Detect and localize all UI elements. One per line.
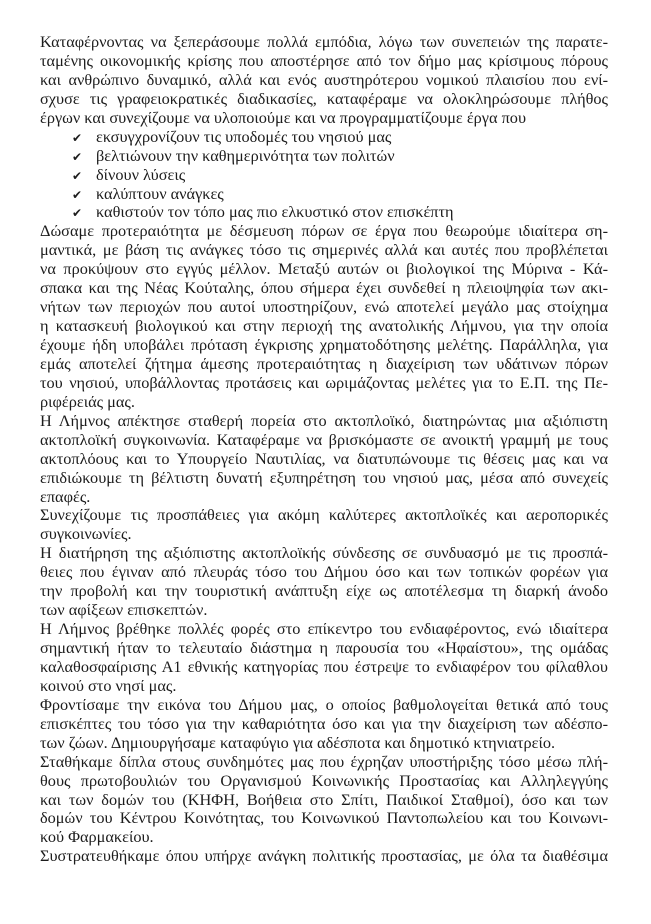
paragraph-civil-protection xyxy=(40,847,608,866)
text-line: Καταφέρνοντας να ξεπεράσουμε πολλά εμπόδια, λόγω των συνεπειών της παρατε- xyxy=(40,32,608,51)
text-line: Σταθήκαμε δίπλα στους συνδημότες μας που έχρηζαν υποστήριξης τόσο μέσω πλή- xyxy=(40,751,608,771)
text-line: Η διατήρηση της αξιόπιστης ακτοπλοϊκής σύνδεσης σε συνδυασμό με τις προσπά- xyxy=(40,543,608,563)
checklist xyxy=(40,128,608,223)
checkmark-icon: ✔ xyxy=(72,168,83,183)
text-line: Η Λήμνος απέκτησε σταθερή πορεία στο ακτοπλοϊκό, διατηρώντας μια αξιόπιστη xyxy=(40,410,608,430)
text-line: και ανθρώπινο δυναμικό, αλλά και ενός αυστηρότερου νομικού πλαισίου που ενί- xyxy=(40,69,608,89)
text-line: νήτων των περιοχών που αυτοί υποστηρίζουν, ενώ αποτελεί μεγάλο μας στοίχημα xyxy=(40,297,608,317)
checklist-item xyxy=(40,147,608,166)
checklist-item-text: καθιστούν τον τόπο μας πιο ελκυστικό στον επισκέπτη xyxy=(96,202,454,222)
text-line: θους πρωτοβουλιών του Οργανισμού Κοινωνικής Προστασίας και Αλληλεγγύης xyxy=(40,770,608,790)
text-line: των ζώων. Δημιουργήσαμε καταφύγιο για αδέσποτα και δημοτικό κτηνιατρείο. xyxy=(40,732,556,752)
text-line: θειες που έγιναν από πλευράς τόσο του Δήμου όσο και των τοπικών φορέων για xyxy=(40,562,608,582)
text-line: Δώσαμε προτεραιότητα με δέσμευση πόρων σε έργα που θεωρούμε ιδιαίτερα ση- xyxy=(40,221,608,241)
text-line: έργων και συνεχίζουμε να υλοποιούμε και να προγραμματίζουμε έργα που xyxy=(40,107,527,127)
paragraph-basketball xyxy=(40,620,608,696)
paragraph-municipality-image xyxy=(40,696,608,753)
text-line: δομών του Κέντρου Κοινότητας, του Κοινωνικού Παντοπωλείου και του Κοινωνι- xyxy=(40,808,608,828)
paragraph-ferry xyxy=(40,412,608,507)
checklist-item xyxy=(40,166,608,185)
text-line: ακτοπλόους και το Υπουργείο Ναυτιλίας, να διατυπώνουμε τις θέσεις μας και να xyxy=(40,448,608,468)
text-line: η κατασκευή βιολογικού και στην περιοχή της ανατολικής Λήμνου, για την οποία xyxy=(40,316,608,336)
checklist-item-text: εκσυγχρονίζουν τις υποδομές του νησιού μας xyxy=(96,126,392,146)
checklist-item-text: βελτιώνουν την καθημερινότητα των πολιτών xyxy=(96,145,395,165)
text-line: σπακα και της Νέας Κούταλης, όπου σήμερα έχει συνδεθεί η πλειοψηφία των ακι- xyxy=(40,278,608,298)
text-line: έχουμε ήδη υποβάλει πρόταση έγκρισης χρηματοδότησης μελέτης. Παράλληλα, για xyxy=(40,335,608,354)
paragraph-connections xyxy=(40,506,608,544)
checklist-item xyxy=(40,128,608,147)
paragraph-priority-projects xyxy=(40,222,608,411)
text-line: κού Φαρμακείου. xyxy=(40,827,154,847)
text-line: Φροντίσαμε την εικόνα του Δήμου μας, ο οποίος βαθμολογείται θετικά από τους xyxy=(40,694,608,714)
text-line: ριφέρειάς μας. xyxy=(40,391,135,411)
text-line: Συστρατευθήκαμε όπου υπήρχε ανάγκη πολιτικής προστασίας, με όλα τα διαθέσιμα xyxy=(40,846,608,866)
text-line: σχυσε τις γραφειοκρατικές διαδικασίες, καταφέραμε να ολοκληρώσουμε πλήθος xyxy=(40,88,608,108)
text-line: επισκέπτες του τόσο για την καθαριότητα όσο και για την διαχείριση των αδέσπο- xyxy=(40,713,608,733)
document-page xyxy=(40,33,608,866)
checkmark-icon: ✔ xyxy=(72,206,83,221)
text-line: την προβολή και την τουριστική ανάπτυξη είχε ως αποτέλεσμα τη διαρκή άνοδο xyxy=(40,581,608,601)
text-line: μαντικά, με βάση τις ανάγκες τόσο τις σημερινές αλλά και αυτές που προβλέπεται xyxy=(40,240,608,260)
text-line: Συνεχίζουμε τις προσπάθειες για ακόμη καλύτερες ακτοπλοϊκές και αεροπορικές xyxy=(40,505,608,525)
text-line: ταμένης οικονομικής κρίσης που αποστέρησε από τον δήμο μας κρίσιμους πόρους xyxy=(40,50,608,70)
checkmark-icon: ✔ xyxy=(72,149,83,164)
text-line: συγκοινωνίες. xyxy=(40,524,132,544)
paragraph-social-support xyxy=(40,753,608,848)
paragraph-tourism xyxy=(40,544,608,620)
text-line: σημαντική ήταν το τελευταίο διάστημα η παρουσία του «Ηφαίστου», της ομάδας xyxy=(40,638,608,657)
text-line: εμάς αποτελεί ζήτημα άμεσης προτεραιότητας η διαχείριση των υδάτινων πόρων xyxy=(40,353,608,373)
text-line: να προκύψουν στο εγγύς μέλλον. Μεταξύ αυτών οι βιολογικοί της Μύρινα - Κά- xyxy=(40,259,608,279)
checklist-item xyxy=(40,185,608,204)
checklist-item-text: δίνουν λύσεις xyxy=(96,164,186,184)
text-line: Η Λήμνος βρέθηκε πολλές φορές στο επίκεντρο του ενδιαφέροντος, ενώ ιδιαίτερα xyxy=(40,619,608,639)
text-line: καλαθοσφαίρισης Α1 εθνικής κατηγορίας που έστρεψε το ενδιαφέρον του φίλαθλου xyxy=(40,656,608,676)
text-line: και των δομών του (ΚΗΦΗ, Βοήθεια στο Σπίτι, Παιδικοί Σταθμοί), όσο και των xyxy=(40,789,608,809)
text-line: του νησιού, υποβάλλοντας προτάσεις και ωριμάζοντας μελέτες για το Ε.Π. της Πε- xyxy=(40,372,608,392)
checkmark-icon: ✔ xyxy=(72,187,83,202)
text-line: κοινού στο νησί μας. xyxy=(40,675,177,695)
text-line: των αφίξεων επισκεπτών. xyxy=(40,600,208,620)
checklist-item xyxy=(40,203,608,222)
checklist-item-text: καλύπτουν ανάγκες xyxy=(96,183,224,203)
checkmark-icon: ✔ xyxy=(72,130,83,145)
paragraph-intro xyxy=(40,33,608,128)
text-line: ακτοπλοϊκή συγκοινωνία. Καταφέραμε να βρισκόμαστε σε ανοικτή γραμμή με τους xyxy=(40,429,608,449)
text-line: επιδιώκουμε τη βέλτιστη δυνατή εξυπηρέτηση του νησιού μας, μέσα από συνεχείς xyxy=(40,467,608,487)
text-line: επαφές. xyxy=(40,486,91,506)
